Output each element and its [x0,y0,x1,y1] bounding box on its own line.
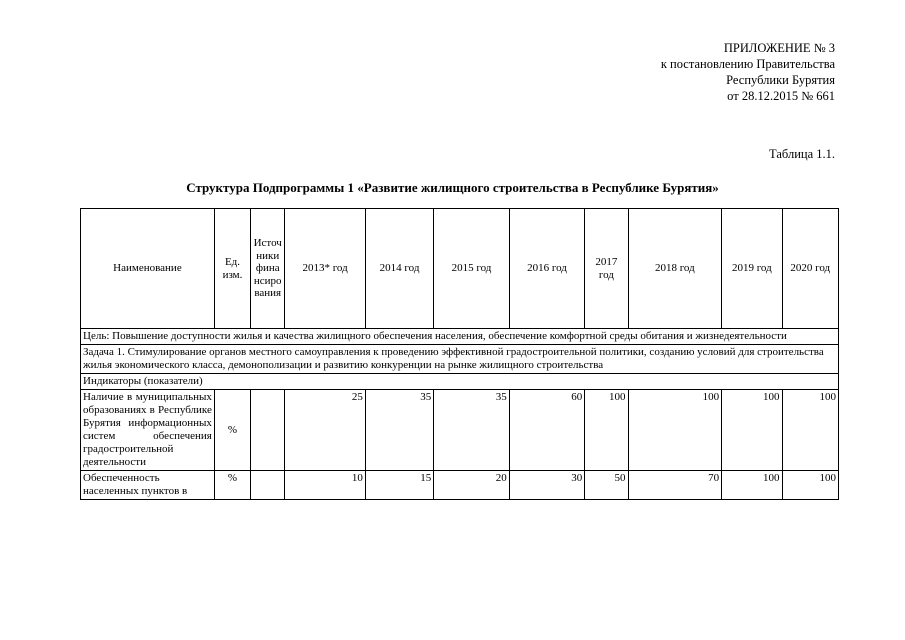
header-2019: 2019 год [722,209,782,329]
row-value-2014: 35 [365,390,433,471]
header-2017: 2017 год [585,209,628,329]
header-name: Наименование [81,209,215,329]
task-row [81,345,839,374]
table-header-row [81,209,839,329]
appendix-number: ПРИЛОЖЕНИЕ № 3 [723,41,835,55]
header-source: Источники финансирования [251,209,285,329]
header-unit: Ед. изм. [214,209,250,329]
document-title: Структура Подпрограммы 1 «Развитие жилищного строительства в Республике Бурятия» [186,180,719,195]
indicators-label: Индикаторы (показатели) [81,374,839,390]
row-value-2018: 70 [628,471,722,500]
row-value-2013: 25 [285,390,366,471]
task-text: Задача 1. Стимулирование органов местного самоуправления к проведению эффективной градостроительной политики, созданию условий для строительства жилья экономического класса, демонополизации и развитию конкуренции на рынке жилищного строительства [81,345,839,374]
structure-table [80,208,839,500]
goal-text: Цель: Повышение доступности жилья и качества жилищного обеспечения населения, обеспечение комфортной среды обитания и жизнедеятельности [81,329,839,345]
appendix-line-date: от 28.12.2015 № 661 [727,89,835,103]
row-name: Обеспеченность населенных пунктов в [81,471,215,500]
row-value-2019: 100 [722,390,782,471]
row-value-2017: 50 [585,471,628,500]
row-value-2017: 100 [585,390,628,471]
table-row [81,471,839,500]
row-value-2016: 60 [509,390,584,471]
table-row [81,390,839,471]
row-value-2018: 100 [628,390,722,471]
row-value-2013: 10 [285,471,366,500]
row-value-2020: 100 [782,390,838,471]
header-2020: 2020 год [782,209,838,329]
row-value-2016: 30 [509,471,584,500]
document-header [661,40,835,104]
appendix-line-republic: Республики Бурятия [726,73,835,87]
header-2016: 2016 год [509,209,584,329]
table-label: Таблица 1.1. [769,147,835,161]
row-source [251,390,285,471]
row-unit: % [214,471,250,500]
row-value-2015: 35 [434,390,509,471]
header-2018: 2018 год [628,209,722,329]
row-source [251,471,285,500]
row-value-2015: 20 [434,471,509,500]
row-value-2019: 100 [722,471,782,500]
indicators-row [81,374,839,390]
row-name: Наличие в муниципальных образованиях в Республике Бурятия информационных систем обеспечения градостроительной деятельности [81,390,215,471]
header-2014: 2014 год [365,209,433,329]
appendix-line-decree: к постановлению Правительства [660,57,835,71]
row-value-2020: 100 [782,471,838,500]
header-2015: 2015 год [434,209,509,329]
row-unit: % [214,390,250,471]
row-value-2014: 15 [365,471,433,500]
header-2013: 2013* год [285,209,366,329]
goal-row [81,329,839,345]
